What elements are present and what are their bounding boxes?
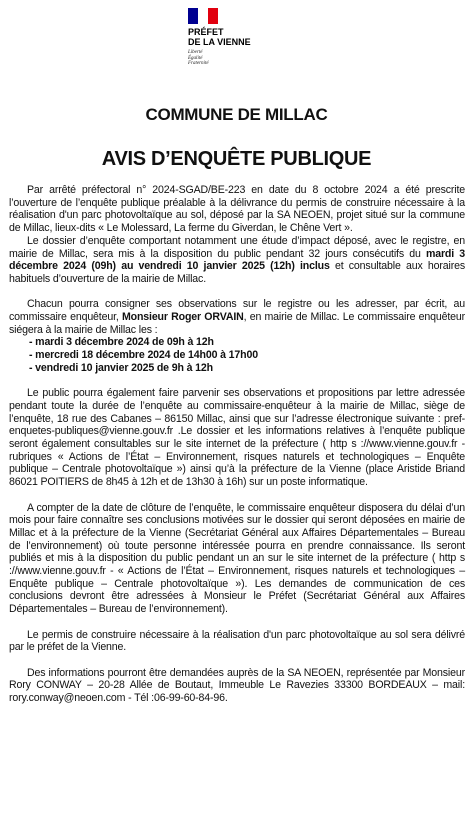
paragraph-contact: Des informations pourront être demandées auprès de la SA NEOEN, représentée par Monsieur Rory CONWAY – 20-28 Allée de Boutaut, Immeuble Le Ravezies 33300 BORDEAUX – mail: rory.conway@neoen.com - Tél :06-99-60-84-96.: [9, 666, 465, 705]
paragraph-permit: Le permis de construire nécessaire à la réalisation d'un parc photovoltaïque au sol sera délivré par le préfet de la Vienne.: [9, 628, 465, 654]
prefecture-logo: [188, 8, 251, 78]
date-item: - mercredi 18 décembre 2024 de 14h00 à 17h00: [29, 349, 258, 362]
logo-title-line2: DE LA VIENNE: [188, 37, 251, 47]
flag-white: [198, 8, 208, 24]
notice-body: [9, 184, 465, 705]
motto-liberte: Liberté: [188, 50, 203, 55]
paragraph-observations: [9, 298, 465, 336]
motto-egalite: Égalité: [188, 55, 203, 61]
dossier-text: Le dossier d’enquête comportant notamment une étude d’impact déposé, avec le registre, en mairie de Millac, sera mis à la disposition du public pendant 32 jours consécutifs du: [9, 234, 465, 260]
republic-motto: [188, 50, 209, 67]
motto-fraternite: Fraternité: [188, 61, 209, 67]
paragraph-decree: Par arrêté préfectoral n° 2024-SGAD/BE-223 en date du 8 octobre 2024 a été prescrite l’ouverture de l’enquête publique préalable à la délivrance du permis de construire nécessaire à la réalisation d'un parc photovoltaïque au sol, déposé par la SA NEOEN, projet situé sur la commune de Millac, lieux-dits « Le Molessard, La ferme du Giverdan, le Chêne Vert ».: [9, 184, 465, 235]
observations-text-end: , en mairie de Millac. Le commissaire enquêteur siégera à la mairie de Millac les :: [9, 311, 465, 336]
permanence-dates: [9, 336, 465, 374]
paragraph-conclusions: A compter de la date de clôture de l’enquête, le commissaire enquêteur disposera du délai d’un mois pour faire connaître ses conclusions motivées sur le dossier qui seront déposées en mairie de Millac et à la préfecture de la Vienne (Secrétariat Général aux Affaires Départementales – Bureau de l’environnement) où toute personne intéressée pourra en prendre connaissance. Ils seront publiés et mis à la disposition du public pendant un an sur le site internet de la préfecture ( http s ://www.vienne.gouv.fr - « Actions de l’État – Environnement, risques naturels et technologiques – Enquête publique – Centrale photovoltaïque »). Les demandes de communication de ces conclusions devront être adressées à Monsieur le Préfet (Secrétariat Général aux Affaires Départementales – Bureau de l’environnement).: [9, 501, 465, 616]
notice-title: AVIS D’ENQUÊTE PUBLIQUE: [101, 148, 372, 170]
date-item: - mardi 3 décembre 2024 de 09h à 12h: [29, 336, 214, 349]
commune-heading: COMMUNE DE MILLAC: [145, 105, 328, 124]
dossier-text-end: et consultable aux horaires habituels d’ouverture de la mairie de Millac.: [9, 260, 465, 285]
date-item: - vendredi 10 janvier 2025 de 9h à 12h: [29, 361, 213, 374]
logo-title: [188, 27, 251, 47]
flag-blue: [188, 8, 198, 24]
paragraph-public-access: Le public pourra également faire parvenir ses observations et propositions par lettre adressée pendant toute la durée de l’enquête au commissaire-enquêteur à la mairie de Millac, siège de l’enquête, 18 rue des Cabanes – 86150 Millac, ainsi que sur l’adresse électronique suivante : pref-enquetes-publiques@vienne.gouv.fr .Le dossier et les informations relatives à l’enquête publique seront également consultables sur le site internet de la préfecture ( http s ://www.vienne.gouv.fr - rubriques « Actions de l’État – Environnement, risques naturels et technologiques – Enquête publique – Centrale photovoltaïque ») ainsi qu’à la préfecture de la Vienne (place Aristide Briand 86021 POITIERS de 8h45 à 12h et de 13h30 à 16h) sur un poste informatique.: [9, 387, 465, 489]
logo-title-line1: PRÉFET: [188, 27, 224, 37]
enquiry-period: mardi 3 décembre 2024 (09h) au vendredi 10 janvier 2025 (12h) inclus: [9, 247, 466, 273]
observations-text: Chacun pourra consigner ses observations sur le registre ou les adresser, par écrit, au commissaire enquêteur,: [9, 298, 465, 324]
commissioner-name: Monsieur Roger ORVAIN: [121, 311, 244, 324]
french-flag-icon: [188, 8, 218, 24]
flag-red: [208, 8, 218, 24]
paragraph-dossier: [9, 235, 465, 286]
